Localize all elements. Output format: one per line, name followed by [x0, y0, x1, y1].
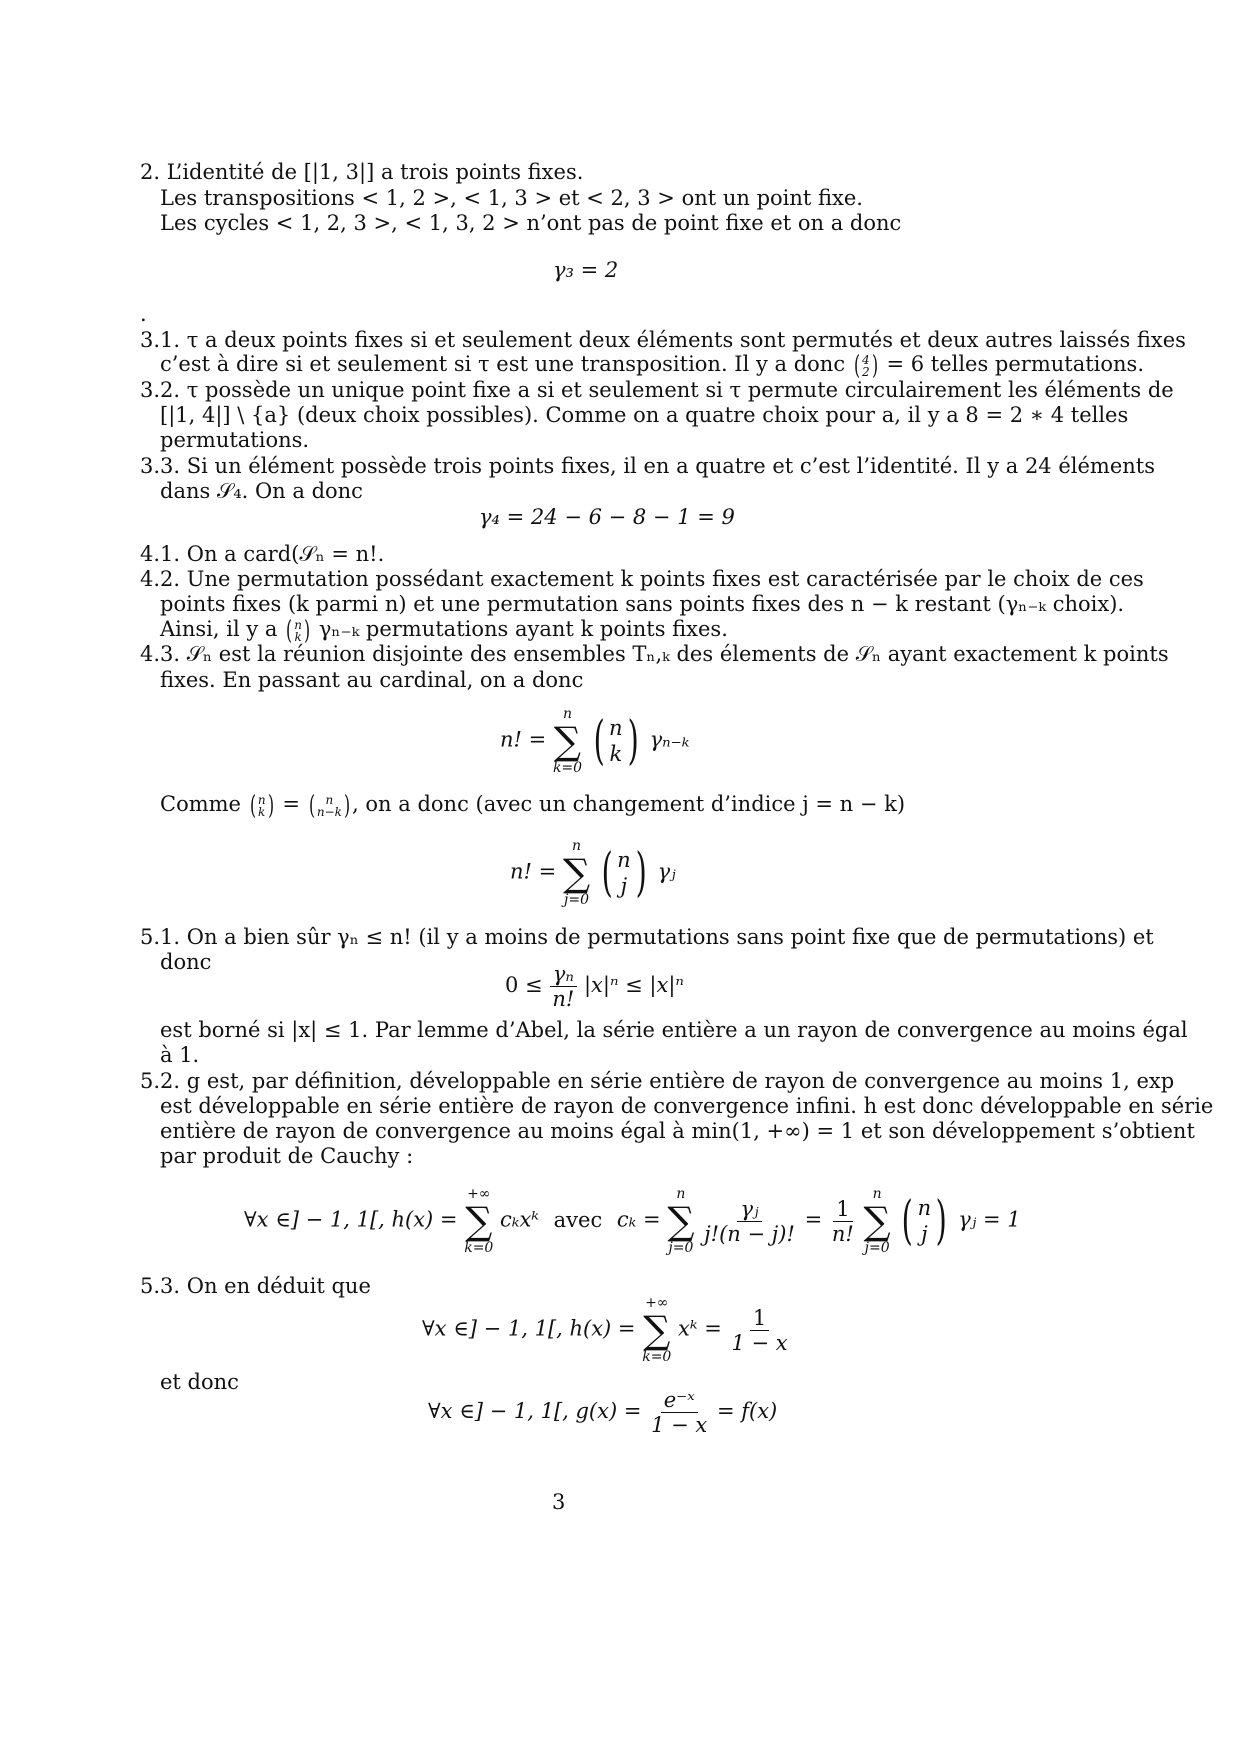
eq-lhs: n! = [510, 859, 557, 884]
q41-line1 [140, 540, 384, 568]
numerator: γₙ [550, 962, 577, 987]
sum-upper: n [676, 1186, 686, 1202]
item-number: 4.1. [140, 542, 181, 566]
item-number: 3.3. [140, 454, 181, 478]
sum-upper: n [562, 706, 573, 722]
text: Si un élément possède trois points fixes, il en a quatre et c’est l’identité. Il y a 24 éléments [186, 454, 1155, 478]
q43-equation-2 [510, 838, 676, 908]
q53-equation-2 [428, 1388, 777, 1437]
q43-line1 [140, 640, 1169, 668]
eq-rhs: γⱼ [657, 859, 676, 884]
q53-line1 [140, 1272, 371, 1300]
q32-line2: [|1, 4|] \ {a} (deux choix possibles). Comme on a quatre choix pour a, il y a 8 = 2 ∗ 4 telles [160, 403, 1129, 427]
text: Ainsi, il y a [160, 617, 278, 641]
sum-lower: j=0 [668, 1240, 694, 1256]
sum-lower: j=0 [864, 1240, 890, 1256]
binom-bottom: k [609, 742, 623, 766]
q43-equation-1 [500, 706, 689, 776]
q32-line1 [140, 376, 1174, 404]
q2-dot: . [140, 302, 147, 326]
q52-line4: par produit de Cauchy : [160, 1144, 414, 1168]
q53-et-donc: et donc [160, 1370, 239, 1394]
binomial-coefficient: ( n k ) [286, 615, 311, 646]
sum-symbol: n ∑ j=0 [863, 1186, 891, 1256]
text: c’est à dire si et seulement si τ est une transposition. Il y a donc [160, 352, 846, 376]
q32-line3: permutations. [160, 428, 310, 452]
text: τ possède un unique point fixe a si et seulement si τ permute circulairement les éléments de [186, 378, 1174, 402]
numerator: γⱼ [737, 1197, 761, 1222]
binomial-coefficient: ( 4 2 ) [853, 350, 878, 381]
eq-lhs: n! = [500, 727, 547, 752]
text: On a bien sûr γₙ ≤ n! (il y a moins de permutations sans point fixe que de permutations) et [186, 925, 1154, 949]
text: Une permutation possédant exactement k points fixes est caractérisée par le choix de ces [186, 567, 1144, 591]
text: Comme [160, 792, 241, 816]
denominator: 1 − x [731, 1330, 788, 1355]
page-number: 3 [552, 1490, 566, 1514]
eq-rhs: γⱼ = 1 [958, 1207, 1021, 1232]
text: L’identité de [|1, 3|] a trois points fixes. [166, 160, 584, 184]
text: g est, par définition, développable en série entière de rayon de convergence au moins 1, exp [186, 1069, 1175, 1093]
eq-lhs: ∀x ∈] − 1, 1[, g(x) = [428, 1399, 642, 1423]
binom-top: n [294, 617, 302, 632]
eq-lhs: ∀x ∈] − 1, 1[, h(x) = [422, 1316, 636, 1341]
sum-symbol: +∞ ∑ k=0 [464, 1186, 494, 1256]
text: On a card(𝒮ₙ = n!. [186, 542, 385, 566]
item-number: 2. [140, 160, 161, 184]
binom-bottom: k [258, 804, 266, 819]
fraction [701, 1197, 798, 1246]
binomial-coefficient: ( n j ) [901, 1191, 947, 1251]
binom-top: n [617, 848, 631, 872]
fraction [648, 1388, 710, 1437]
denominator: n! [552, 987, 575, 1011]
binom-top: n [609, 716, 623, 740]
binom-bottom: j [921, 1222, 928, 1246]
sum-lower: j=0 [564, 892, 589, 908]
binom-top: n [325, 792, 334, 807]
eq-rhs: γₙ₋ₖ [649, 727, 690, 752]
q33-line1 [140, 452, 1155, 480]
eq-lhs: 0 ≤ [505, 973, 543, 997]
q33-equation: γ₄ = 24 − 6 − 8 − 1 = 9 [479, 505, 735, 529]
item-number: 5.2. [140, 1069, 181, 1093]
sum-lower: k=0 [642, 1349, 672, 1365]
binom-top: 4 [861, 352, 870, 367]
binomial-coefficient: ( n k ) [249, 790, 274, 821]
q52-line2: est développable en série entière de rayon de convergence infini. h est donc développable en série [160, 1094, 1214, 1118]
item-number: 4.3. [140, 642, 181, 666]
item-number: 5.1. [140, 925, 181, 949]
q43-line2: fixes. En passant au cardinal, on a donc [160, 668, 584, 692]
denominator: j!(n − j)! [704, 1221, 795, 1246]
binom-top: n [257, 792, 266, 807]
q51-line4: à 1. [160, 1043, 200, 1067]
eq-word: avec [553, 1207, 603, 1232]
q31-line2 [160, 350, 1144, 379]
sum-lower: k=0 [552, 760, 583, 776]
equals: = [282, 792, 300, 816]
fraction [729, 1306, 791, 1355]
eq-term: cₖxᵏ [500, 1207, 539, 1232]
q53-equation-1 [422, 1295, 791, 1365]
text: γₙ₋ₖ permutations ayant k points fixes. [318, 617, 728, 641]
numerator: 1 [833, 1197, 852, 1222]
q52-line3: entière de rayon de convergence au moins égal à min(1, +∞) = 1 et son développement s’obtient [160, 1119, 1195, 1143]
binom-top: n [917, 1196, 932, 1220]
q33-line2: dans 𝒮₄. On a donc [160, 479, 363, 503]
q42-line2: points fixes (k parmi n) et une permutation sans points fixes des n − k restant (γₙ₋ₖ choix). [160, 592, 1125, 616]
sum-upper: +∞ [645, 1295, 669, 1311]
text: τ a deux points fixes si et seulement deux éléments sont permutés et deux autres laissés fixes [186, 328, 1186, 352]
sum-symbol: n ∑ j=0 [562, 838, 591, 908]
q51-line2: donc [160, 950, 212, 974]
sum-lower: k=0 [464, 1240, 494, 1256]
binomial-coefficient: ( n k ) [593, 711, 639, 771]
sum-symbol: n ∑ j=0 [667, 1186, 695, 1256]
q51-equation [505, 962, 684, 1011]
eq-term: cₖ = [616, 1207, 661, 1232]
sum-upper: +∞ [467, 1186, 491, 1202]
sum-symbol: +∞ ∑ k=0 [642, 1295, 672, 1365]
binom-bottom: j [620, 874, 628, 898]
item-number: 4.2. [140, 567, 181, 591]
q2-equation: γ₃ = 2 [553, 258, 619, 282]
q42-line1 [140, 565, 1144, 593]
q51-line3: est borné si |x| ≤ 1. Par lemme d’Abel, la série entière a un rayon de convergence au moins égal [160, 1018, 1188, 1042]
text: = 6 telles permutations. [886, 352, 1145, 376]
denominator: n! [831, 1221, 854, 1246]
sum-upper: n [571, 838, 582, 854]
q43-comme-line [160, 790, 905, 819]
item-number: 3.1. [140, 328, 181, 352]
sum-symbol: n ∑ k=0 [552, 706, 583, 776]
binom-bottom: n−k [316, 804, 342, 819]
text: , on a donc (avec un changement d’indice j = n − k) [352, 792, 906, 816]
eq-term: xᵏ = [678, 1316, 722, 1341]
binomial-coefficient: ( n n−k ) [308, 790, 351, 821]
numerator: 1 [750, 1306, 769, 1331]
numerator: e⁻ˣ [661, 1388, 698, 1413]
q52-equation [244, 1186, 1021, 1256]
q52-line1 [140, 1067, 1174, 1095]
binom-bottom: k [294, 629, 302, 644]
text: On en déduit que [186, 1274, 371, 1298]
fraction [549, 962, 577, 1011]
binomial-coefficient: ( n j ) [601, 843, 647, 903]
q2-line3: Les cycles < 1, 2, 3 >, < 1, 3, 2 > n’ont pas de point fixe et on a donc [160, 211, 902, 235]
equals: = [804, 1207, 823, 1232]
item-number: 3.2. [140, 378, 181, 402]
eq-lhs: ∀x ∈] − 1, 1[, h(x) = [244, 1207, 458, 1232]
binom-bottom: 2 [861, 364, 870, 379]
q2-line1 [140, 158, 583, 186]
eq-rhs: |x|ⁿ ≤ |x|ⁿ [583, 973, 684, 997]
denominator: 1 − x [651, 1413, 708, 1437]
fraction [829, 1197, 857, 1246]
item-number: 5.3. [140, 1274, 181, 1298]
q2-line2: Les transpositions < 1, 2 >, < 1, 3 > et < 2, 3 > ont un point fixe. [160, 186, 863, 210]
eq-rhs: = f(x) [716, 1399, 778, 1423]
sum-upper: n [872, 1186, 882, 1202]
q51-line1 [140, 923, 1154, 951]
text: 𝒮ₙ est la réunion disjointe des ensembles Tₙ,ₖ des élements de 𝒮ₙ ayant exactement k points [186, 642, 1169, 666]
